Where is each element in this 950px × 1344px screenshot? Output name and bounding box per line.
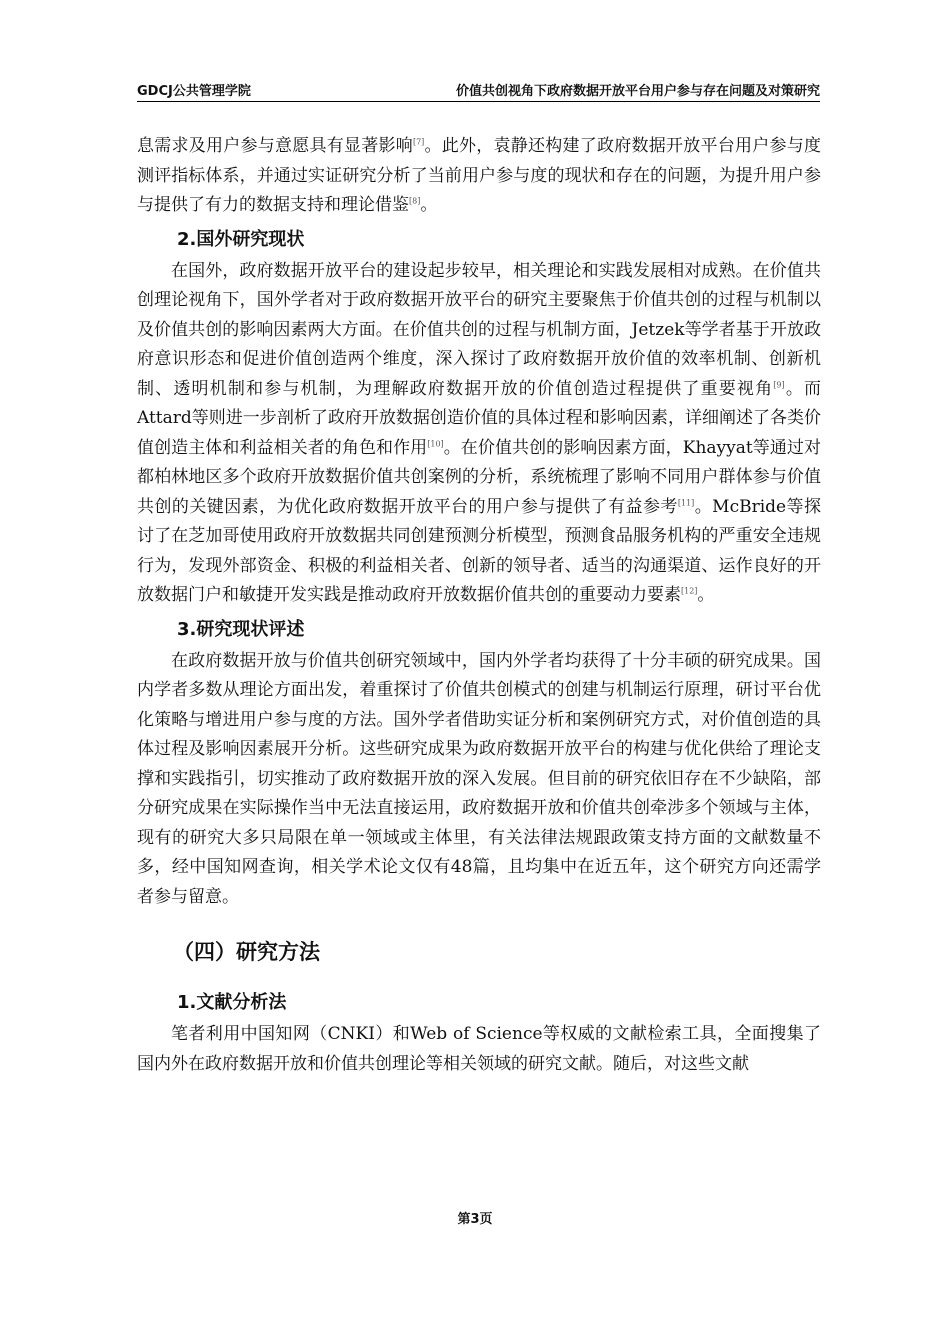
citation-11: [11] [677,497,695,507]
paragraph-foreign-research [137,257,821,611]
page-header [137,80,820,102]
text-run: 。在价值共创的影响因素方面，Khayyat等通过对都柏林地区多个政府开放数据价值共创案例的分析，系统梳理了影响不同用户群体参与价值共创的关键因素，为优化政府数据开放平台的用户参与提供了有益参考 [137,437,821,517]
text-run: 在国外，政府数据开放平台的建设起步较早，相关理论和实践发展相对成熟。在价值共创理论视角下，国外学者对于政府数据开放平台的研究主要聚焦于价值共创的过程与机制以及价值共创的影响因素两大方面。在价值共创的过程与机制方面，Jetzek等学者基于开放政府意识形态和促进价值创造两个维度，深入探讨了政府数据开放价值的效率机制、创新机制、透明机制和参与机制，为理解政府数据开放的价值创造过程提供了重要视角 [137,260,821,399]
heading-literature-analysis: 1.文献分析法 [177,992,287,1013]
header-institution: GDCJ公共管理学院 [137,84,251,99]
text-run: 。此外，袁静还构建了政府数据开放平台用户参与度测评指标体系，并通过实证研究分析了当前用户参与度的现状和存在的问题，为提升用户参与提供了有力的数据支持和理论借鉴 [137,136,822,215]
page-body [137,132,821,1079]
paragraph-domestic-continued [137,132,821,221]
header-thesis-title: 价值共创视角下政府数据开放平台用户参与存在问题及对策研究 [455,84,820,99]
text-run: 。而Attard等则进一步剖析了政府开放数据创造价值的具体过程和影响因素，详细阐述了各类价值创造主体和利益相关者的角色和作用 [137,378,822,458]
heading-research-methods: （四）研究方法 [173,940,320,964]
citation-9: [9] [773,379,785,389]
text-run: 。McBride等探讨了在芝加哥使用政府开放数据共同创建预测分析模型，预测食品服务机构的严重安全违规行为，发现外部资金、积极的利益相关者、创新的领导者、适当的沟通渠道、运作良好的开放数据门户和敏捷开发实践是推动政府开放数据价值共创的重要动力要素 [137,496,821,605]
header-rule [137,101,820,102]
text-run: 。 [697,585,715,605]
paragraph-research-review: 在政府数据开放与价值共创研究领域中，国内外学者均获得了十分丰硕的研究成果。国内学者多数从理论方面出发，着重探讨了价值共创模式的创建与机制运行原理，研讨平台优化策略与增进用户参与度的方法。国外学者借助实证分析和案例研究方式，对价值创造的具体过程及影响因素展开分析。这些研究成果为政府数据开放平台的构建与优化供给了理论支撑和实践指引，切实推动了政府数据开放的深入发展。但目前的研究依旧存在不少缺陷，部分研究成果在实际操作当中无法直接运用，政府数据开放和价值共创牵涉多个领域与主体，现有的研究大多只局限在单一领域或主体里，有关法律法规跟政策支持方面的文献数量不多，经中国知网查询，相关学术论文仅有48篇，且均集中在近五年，这个研究方向还需学者参与留意。 [137,650,821,907]
heading-research-review: 3.研究现状评述 [177,618,305,640]
citation-7: [7] [412,137,425,147]
citation-8: [8] [409,196,421,206]
page-number: 第3页 [457,1212,493,1227]
text-run: 息需求及用户参与意愿具有显著影响 [137,136,413,156]
text-run: 。 [420,195,438,215]
citation-12: [12] [681,586,698,596]
paragraph-literature-analysis: 笔者利用中国知网（CNKI）和Web of Science等权威的文献检索工具，全面搜集了国内外在政府数据开放和价值共创理论等相关领域的研究文献。随后，对这些文献 [137,1024,821,1074]
heading-foreign-research: 2.国外研究现状 [177,228,305,250]
citation-10: [10] [427,438,444,448]
